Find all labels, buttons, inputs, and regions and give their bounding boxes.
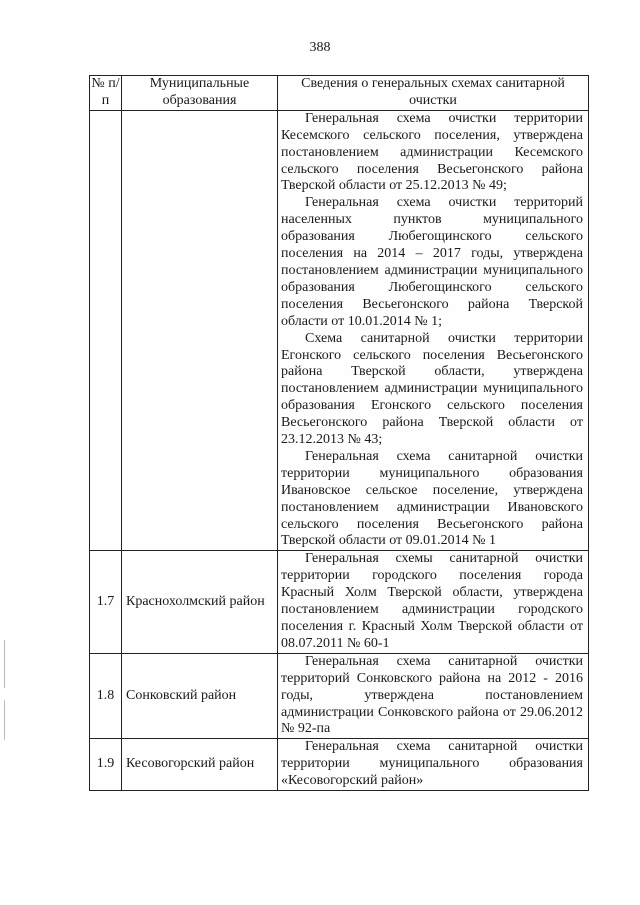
- sanitation-schemes-table: [89, 75, 589, 791]
- table-row: [90, 110, 589, 551]
- scheme-paragraph: Генеральная схема санитарной очистки территории муниципального образования Ивановское сельское поселение, утверждена постановлением администрации Ивановского сельского поселения Весьегонского района Тверской области от 09.01.2014 № 1: [281, 448, 583, 549]
- scheme-info: [278, 551, 589, 653]
- table-row: [90, 551, 589, 653]
- header-municipality: Муниципальные образования: [122, 76, 278, 111]
- municipality-name: [122, 110, 278, 551]
- table-row: [90, 739, 589, 791]
- scheme-info: [278, 110, 589, 551]
- municipality-name: Кесовогорский район: [122, 739, 278, 791]
- municipality-name: Краснохолмский район: [122, 551, 278, 653]
- scheme-paragraph: Генеральная схема санитарной очистки территории муниципального образования «Кесовогорский район»: [281, 739, 583, 789]
- row-number: 1.8: [90, 653, 122, 739]
- scheme-info: [278, 739, 589, 791]
- header-number: № п/п: [90, 76, 122, 111]
- municipality-name: Сонковский район: [122, 653, 278, 739]
- scheme-paragraph: Генеральная схема очистки территорий населенных пунктов муниципального образования Любегощинского сельского поселения на 2014 – 2017 годы, утверждена постановлением администрации муниципального образования Любегощинского сельского поселения Весьегонского района Тверской области от 10.01.2014 № 1;: [281, 195, 583, 329]
- scan-margin-mark: [4, 700, 5, 740]
- scheme-paragraph: Генеральная схемы санитарной очистки территории городского поселения города Красный Холм Тверской области, утверждена постановлением администрации городского поселения г. Красный Холм Тверской области от 08.07.2011 № 60-1: [281, 551, 583, 651]
- row-number: 1.9: [90, 739, 122, 791]
- table-row: [90, 653, 589, 739]
- page-number: 388: [309, 40, 331, 55]
- header-scheme-info: Сведения о генеральных схемах санитарной очистки: [278, 76, 589, 111]
- scheme-info: [278, 653, 589, 739]
- row-number: [90, 110, 122, 551]
- scheme-paragraph: Генеральная схема санитарной очистки территорий Сонковского района на 2012 - 2016 годы, утверждена постановлением администрации Сонковского района от 29.06.2012 № 92-па: [281, 653, 583, 737]
- row-number: 1.7: [90, 551, 122, 653]
- scheme-paragraph: Схема санитарной очистки территории Егонского сельского поселения Весьегонского района Тверской области, утверждена постановлением администрации муниципального образования Егонского сельского поселения Весьегонского района Тверской области от 23.12.2013 № 43;: [281, 330, 583, 448]
- scan-margin-mark: [4, 640, 5, 688]
- table-header-row: [90, 76, 589, 111]
- scheme-paragraph: Генеральная схема очистки территории Кесемского сельского поселения, утверждена постановлением администрации Кесемского сельского поселения Весьегонского района Тверской области от 25.12.2013 № 49;: [281, 110, 583, 194]
